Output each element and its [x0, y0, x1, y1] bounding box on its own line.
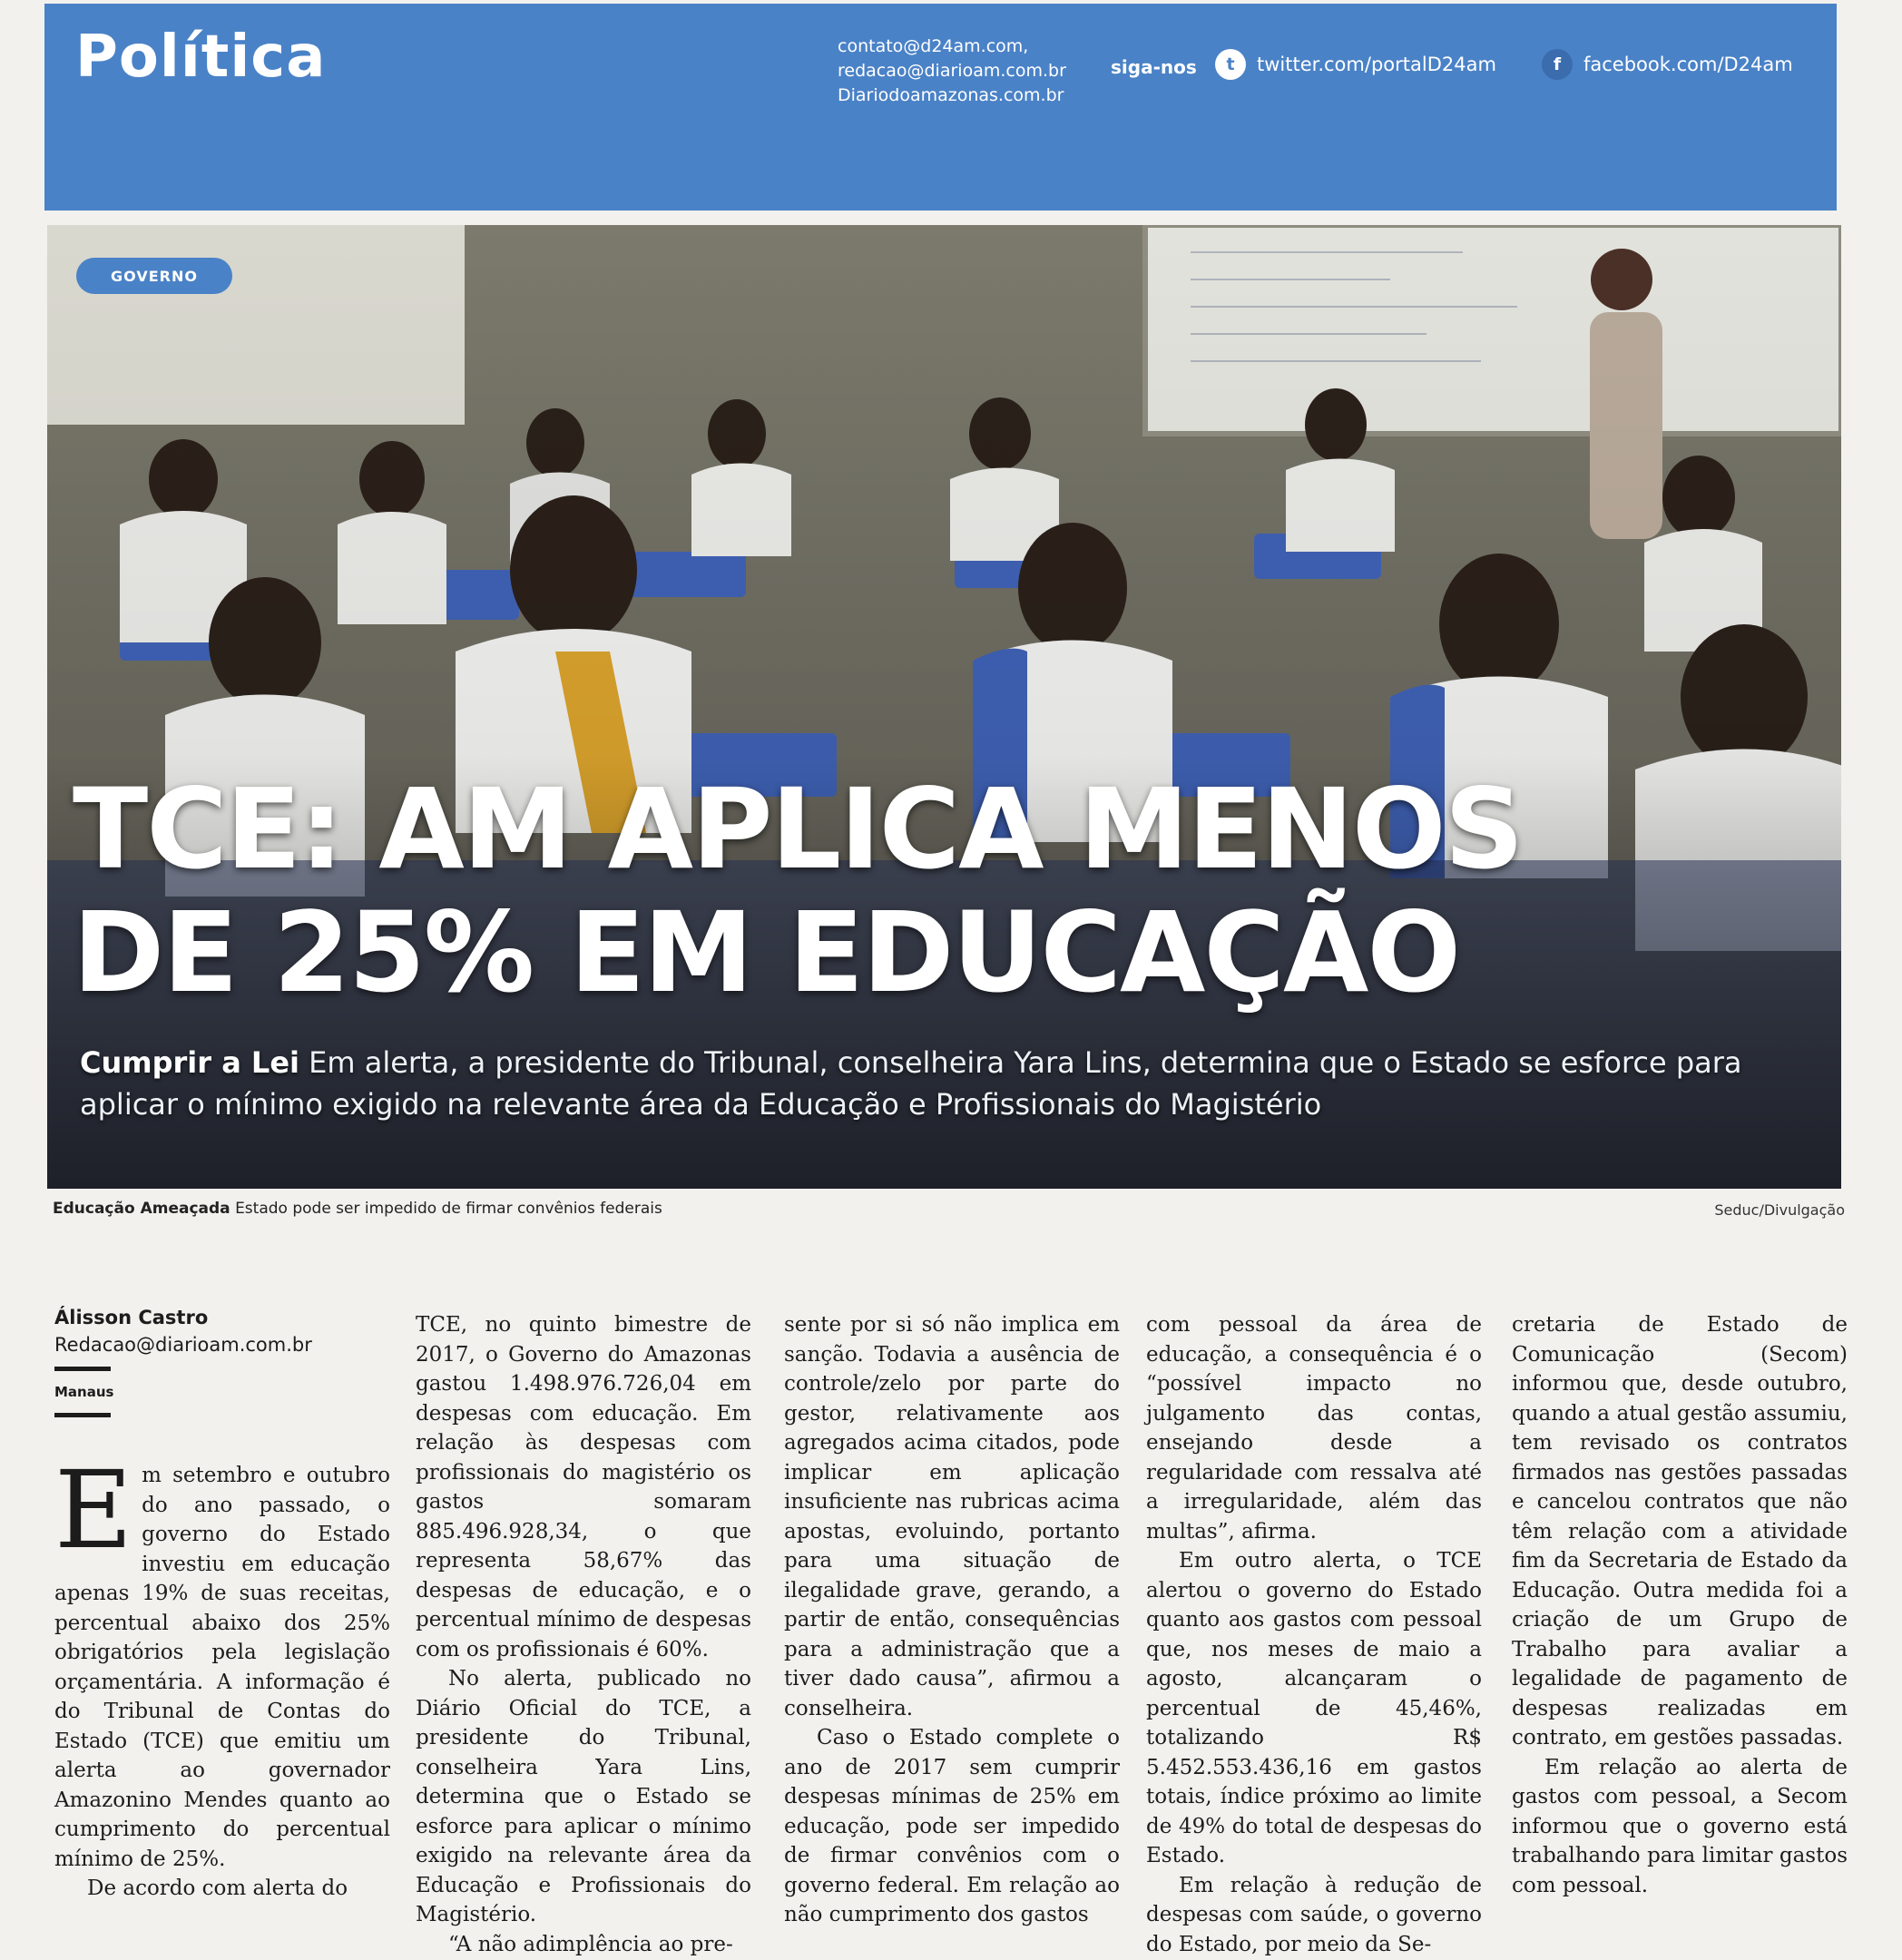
- contact-email: contato@d24am.com,: [838, 36, 1029, 56]
- newsroom-email: redacao@diarioam.com.br: [838, 61, 1066, 81]
- article-column-5: [1512, 1310, 1848, 1900]
- article-paragraph: Em relação à redução de despesas com saúde, o governo do Estado, por meio da Se-: [1146, 1873, 1482, 1956]
- subheadline: [80, 1042, 1786, 1125]
- article-column-4: [1146, 1310, 1482, 1959]
- dateline-city: Manaus: [54, 1384, 114, 1400]
- follow-label: siga-nos: [1111, 56, 1197, 78]
- byline-divider: [54, 1367, 111, 1371]
- twitter-link: [1215, 49, 1496, 80]
- article-paragraph: Em relação ao alerta de gastos com pessoal, a Secom informou que o governo está trabalhando para limitar gastos com pessoal.: [1512, 1755, 1848, 1897]
- facebook-handle: facebook.com/D24am: [1583, 54, 1793, 75]
- article-paragraph: No alerta, publicado no Diário Oficial do TCE, a presidente do Tribunal, conselheira Yara Lins, determina que o Estado se esforce para aplicar o mínimo exigido na relevante área da Educação e Profissionais do Magistério.: [416, 1667, 751, 1926]
- caption-text: Estado pode ser impedido de firmar convênios federais: [235, 1200, 662, 1218]
- category-tag: GOVERNO: [76, 258, 232, 294]
- article-paragraph: cretaria de Estado de Comunicação (Secom) informou que, desde outubro, quando a atual gestão assumiu, tem revisado os contratos firmados nas gestões passadas e cancelou contratos que não têm relação com a atividade fim da Secretaria de Estado da Educação. Outra medida foi a criação de um Grupo de Trabalho para avaliar a legalidade de pagamento de despesas realizadas em contrato, em gestões passadas.: [1512, 1313, 1848, 1749]
- twitter-icon: t: [1215, 49, 1246, 80]
- twitter-handle: twitter.com/portalD24am: [1257, 54, 1496, 75]
- section-title: Política: [75, 24, 327, 91]
- article-column-1: [54, 1447, 390, 1904]
- drop-cap: E: [54, 1447, 133, 1573]
- subheadline-text: Em alerta, a presidente do Tribunal, conselheira Yara Lins, determina que o Estado se esforce para aplicar o mínimo exigido na relevante área da Educação e Profissionais do Magistério: [80, 1045, 1742, 1122]
- dateline-divider: [54, 1413, 111, 1417]
- article-paragraph: “A não adimplência ao pre-: [448, 1932, 733, 1956]
- article-paragraph: [54, 1447, 390, 1874]
- author-name: Álisson Castro: [54, 1307, 209, 1328]
- headline: [73, 765, 1797, 1017]
- caption-lead: Educação Ameaçada: [53, 1200, 230, 1218]
- article-paragraph: De acordo com alerta do: [87, 1877, 348, 1900]
- byline: [54, 1307, 381, 1417]
- article-paragraph: TCE, no quinto bimestre de 2017, o Governo do Amazonas gastou 1.498.976.726,04 em despesas com educação. Em relação às despesas com profissionais do magistério os gastos somaram 885.496.928,34, o que representa 58,67% das despesas de educação, e o percentual mínimo de despesas com os profissionais é 60%.: [416, 1313, 751, 1661]
- facebook-link: [1542, 49, 1793, 80]
- article-paragraph: Caso o Estado complete o ano de 2017 sem cumprir despesas mínimas de 25% em educação, pode ser impedido de firmar convênios com o governo federal. Em relação ao não cumprimento dos gastos: [784, 1726, 1120, 1926]
- section-header: [44, 4, 1837, 211]
- lead-photo: [47, 225, 1841, 1189]
- photo-caption: [53, 1200, 662, 1218]
- headline-line-1: TCE: AM APLICA MENOS: [73, 765, 1523, 894]
- article-paragraph: com pessoal da área de educação, a consequência é o “possível impacto no julgamento das contas, ensejando desde a regularidade com ressalva até a irregularidade, além das multas”, afirma.: [1146, 1313, 1482, 1544]
- paragraph-text: m setembro e outubro do ano passado, o governo do Estado investiu em educação apenas 19% de suas receitas, percentual abaixo dos 25% obrigatórios pela legislação orçamentária. A informação é do Tribunal de Contas do Estado (TCE) que emitiu um alerta ao governador Amazonino Mendes quanto ao cumprimento do percentual mínimo de 25%.: [54, 1464, 390, 1871]
- article-column-2: [416, 1310, 751, 1959]
- article-column-3: [784, 1310, 1120, 1930]
- photo-credit: Seduc/Divulgação: [1714, 1201, 1845, 1219]
- subheadline-lead: Cumprir a Lei: [80, 1045, 299, 1080]
- article-paragraph: sente por si só não implica em sanção. Todavia a ausência de controle/zelo por parte do gestor, relativamente aos agregados acima citados, pode implicar em aplicação insuficiente nas rubricas acima apostas, evoluindo, portanto para uma situação de ilegalidade grave, gerando, a partir de então, consequências para a administração que a tiver dado causa”, afirmou a conselheira.: [784, 1313, 1120, 1720]
- website-link: Diariodoamazonas.com.br: [838, 85, 1064, 105]
- headline-line-2: DE 25% EM EDUCAÇÃO: [73, 888, 1460, 1017]
- facebook-icon: f: [1542, 49, 1573, 80]
- author-email: Redacao@diarioam.com.br: [54, 1334, 312, 1356]
- article-paragraph: Em outro alerta, o TCE alertou o governo do Estado quanto aos gastos com pessoal que, nos meses de maio a agosto, alcançaram o percentual de 45,46%, totalizando R$ 5.452.553.436,16 em gastos totais, índice próximo ao limite de 49% do total de despesas do Estado.: [1146, 1549, 1482, 1867]
